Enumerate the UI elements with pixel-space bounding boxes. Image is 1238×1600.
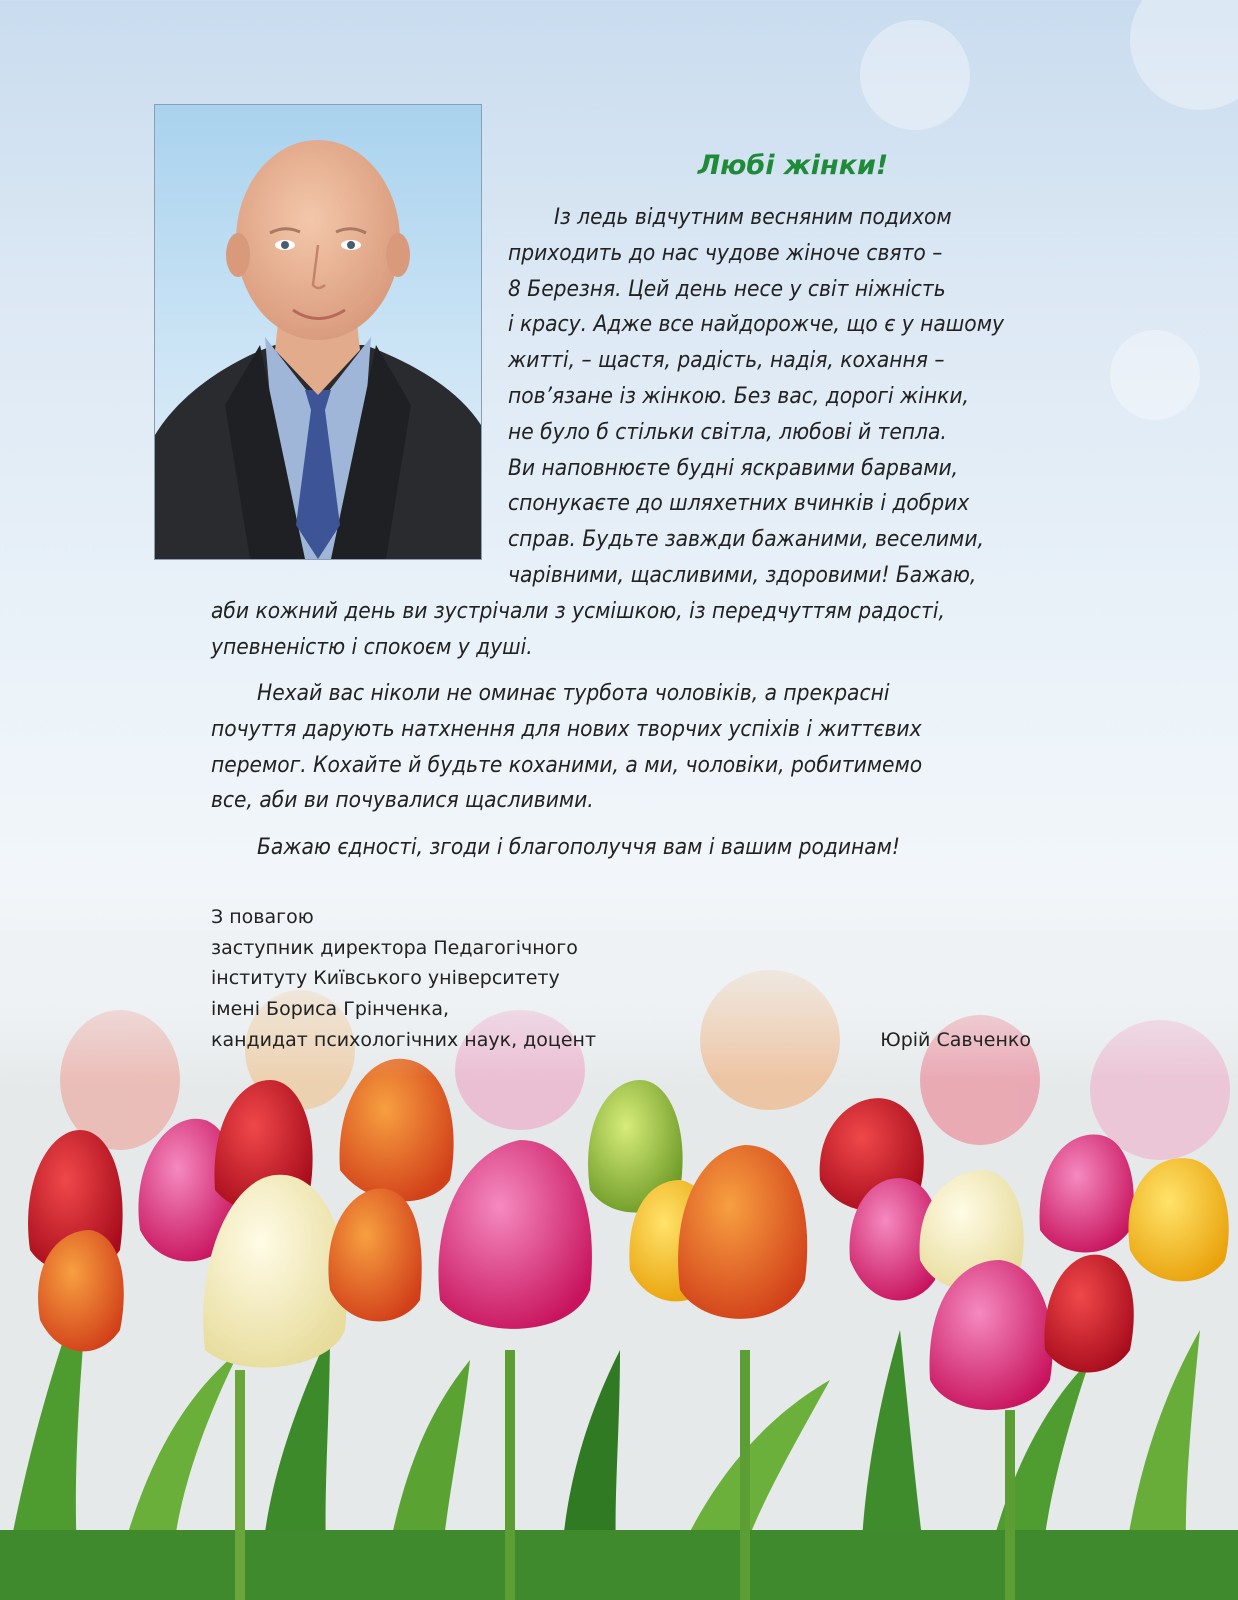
- signer-name: Юрій Савченко: [880, 1028, 1031, 1051]
- text-line: перемог. Кохайте й будьте коханими, а ми, чоловіки, робитимемо: [211, 751, 923, 778]
- signature-line: кандидат психологічних наук, доцент: [211, 1028, 597, 1051]
- paragraph-2: [211, 676, 1091, 819]
- signature-block: [211, 902, 1031, 1056]
- text-line: приходить до нас чудове жіноче свято –: [508, 239, 943, 266]
- text-line: почуття дарують натхнення для нових творчих успіхів і життєвих: [211, 715, 922, 742]
- text-line: Ви наповнюєте будні яскравими барвами,: [508, 454, 959, 481]
- text-line: і красу. Адже все найдорожче, що є у нашому: [508, 311, 1004, 338]
- text-line: Бажаю єдності, згоди і благополуччя вам і вашим родинам!: [257, 834, 901, 860]
- text-line: справ. Будьте завжди бажаними, веселими,: [508, 526, 984, 553]
- portrait-photo: [154, 104, 482, 560]
- greeting-title: Любі жінки!: [697, 150, 889, 181]
- signature-line: З повагою: [211, 906, 314, 928]
- text-line: все, аби ви почувалися щасливими.: [211, 787, 594, 814]
- bokeh-light: [1110, 330, 1200, 420]
- signature-line: заступник директора Педагогічного: [211, 936, 578, 959]
- text-line: Із ледь відчутним весняним подихом: [554, 204, 952, 230]
- signature-line: інституту Київського університету: [211, 967, 560, 990]
- text-line: пов’язане із жінкою. Без вас, дорогі жінки,: [508, 382, 969, 409]
- bokeh-light: [1130, 0, 1238, 110]
- paragraph-1: [508, 200, 1108, 594]
- text-line: спонукаєте до шляхетних вчинків і добрих: [508, 490, 970, 517]
- bokeh-light: [860, 20, 970, 130]
- text-line: чарівними, щасливими, здоровими! Бажаю,: [508, 561, 977, 588]
- text-line: не було б стільки світла, любові й тепла.: [508, 418, 947, 445]
- text-line: житті, – щастя, радість, надія, кохання –: [508, 347, 945, 374]
- text-line: 8 Березня. Цей день несе у світ ніжність: [508, 275, 946, 302]
- text-line: Нехай вас ніколи не оминає турбота чоловіків, а прекрасні: [257, 680, 890, 706]
- text-line: аби кожний день ви зустрічали з усмішкою, із передчуттям радості,: [211, 598, 945, 624]
- paragraph-3: [211, 830, 1091, 866]
- signature-line: імені Бориса Грінченка,: [211, 998, 450, 1021]
- paragraph-1-continued: [211, 594, 1091, 666]
- text-line: упевненістю і спокоєм у душі.: [211, 633, 533, 660]
